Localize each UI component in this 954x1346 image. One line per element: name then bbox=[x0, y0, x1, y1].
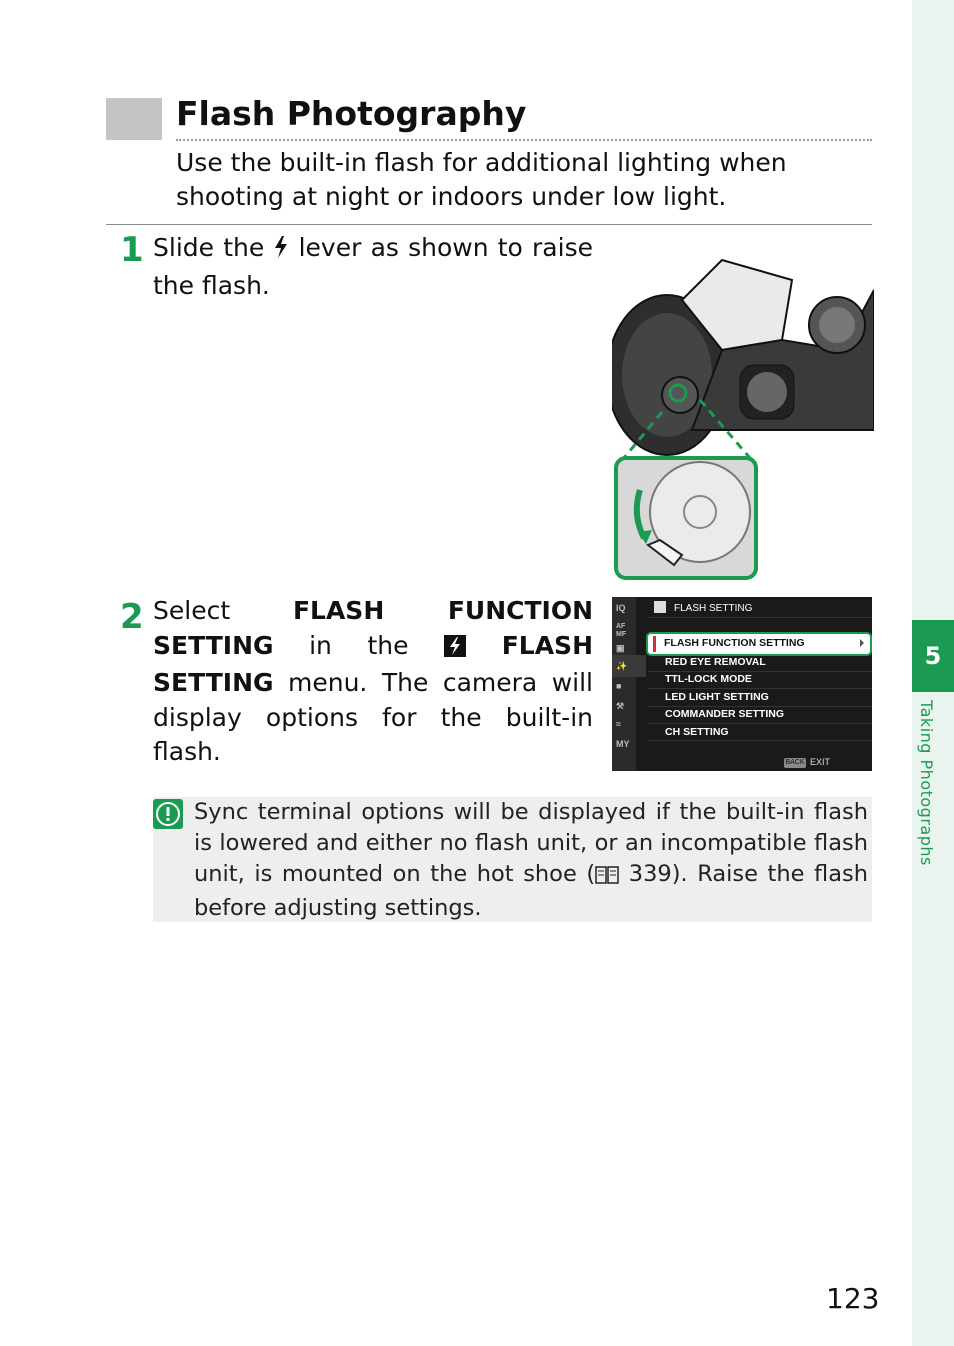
step-2-text bbox=[153, 594, 593, 770]
menu-item[interactable]: RED EYE REMOVAL bbox=[665, 656, 766, 668]
step-1-text-a: Slide the bbox=[153, 233, 265, 262]
menu-item[interactable]: TTL-LOCK MODE bbox=[665, 673, 752, 685]
menu-selected-label: FLASH FUNCTION SETTING bbox=[664, 637, 805, 649]
caution-icon bbox=[153, 799, 183, 829]
note-box bbox=[153, 797, 872, 922]
step-2-text-c: menu. The camera will display options for the built-in flash. bbox=[153, 668, 593, 766]
step-2-number: 2 bbox=[120, 597, 144, 637]
chapter-number: 5 bbox=[924, 642, 942, 670]
flash-icon: ✨ bbox=[616, 661, 628, 671]
menu-tab-afmf: AF MF bbox=[616, 623, 627, 638]
section-divider bbox=[106, 224, 872, 225]
step-1-text-b: lever as shown to raise the flash. bbox=[153, 233, 593, 300]
step-1-text bbox=[153, 231, 593, 303]
step-2-text-a: Select bbox=[153, 596, 231, 625]
flash-icon bbox=[654, 601, 666, 613]
menu-tab-my: MY bbox=[616, 739, 630, 749]
chevron-right-icon bbox=[860, 639, 864, 647]
step-2-text-b: in the bbox=[309, 630, 409, 660]
book-icon bbox=[595, 862, 619, 893]
title-divider bbox=[176, 139, 872, 141]
step-1-number: 1 bbox=[120, 230, 144, 270]
wave-icon: ≈ bbox=[616, 719, 621, 729]
page-number: 123 bbox=[826, 1282, 880, 1315]
camera-flash-illustration bbox=[612, 240, 874, 582]
menu-tab-iq: IQ bbox=[616, 603, 626, 613]
movie-icon: ■ bbox=[616, 681, 622, 691]
menu-header: FLASH SETTING bbox=[674, 603, 753, 614]
menu-divider bbox=[648, 723, 872, 724]
note-text bbox=[194, 797, 868, 924]
step-2-menu-name: FLASH SETTING bbox=[153, 630, 593, 697]
note-text-b: ). Raise the flash before adjusting settings. bbox=[194, 861, 869, 921]
note-text-a: Sync terminal options will be displayed if the built-in flash is lowered and either no flash unit, or an incompatible flash unit, is mounted on the hot shoe ( bbox=[194, 799, 868, 887]
back-button-icon: BACK bbox=[785, 759, 805, 766]
menu-item[interactable]: CH SETTING bbox=[665, 726, 729, 738]
menu-divider bbox=[648, 688, 872, 689]
menu-item[interactable]: LED LIGHT SETTING bbox=[665, 691, 769, 703]
menu-divider bbox=[648, 740, 872, 741]
chapter-title: Taking Photographs bbox=[917, 700, 936, 866]
menu-divider bbox=[648, 617, 872, 618]
flash-icon bbox=[273, 234, 289, 269]
menu-divider bbox=[648, 706, 872, 707]
chapter-tab bbox=[912, 620, 954, 692]
camera-menu-screenshot bbox=[612, 597, 872, 771]
flash-menu-icon bbox=[444, 632, 466, 667]
menu-item[interactable]: COMMANDER SETTING bbox=[665, 708, 784, 720]
menu-divider bbox=[648, 671, 872, 672]
menu-side-tabs bbox=[612, 597, 636, 771]
step-2-option: FLASH FUNCTION SETTING bbox=[153, 596, 593, 660]
camera-icon: ▣ bbox=[616, 643, 625, 653]
page-title: Flash Photography bbox=[176, 94, 527, 133]
title-marker bbox=[106, 98, 162, 140]
menu-exit-label: EXIT bbox=[810, 757, 831, 767]
menu-selected-item[interactable] bbox=[646, 632, 872, 656]
wrench-icon: ⚒ bbox=[616, 701, 625, 711]
note-page-ref[interactable]: 339 bbox=[628, 861, 672, 887]
intro-text: Use the built-in flash for additional lighting when shooting at night or indoors under low light. bbox=[176, 148, 787, 211]
